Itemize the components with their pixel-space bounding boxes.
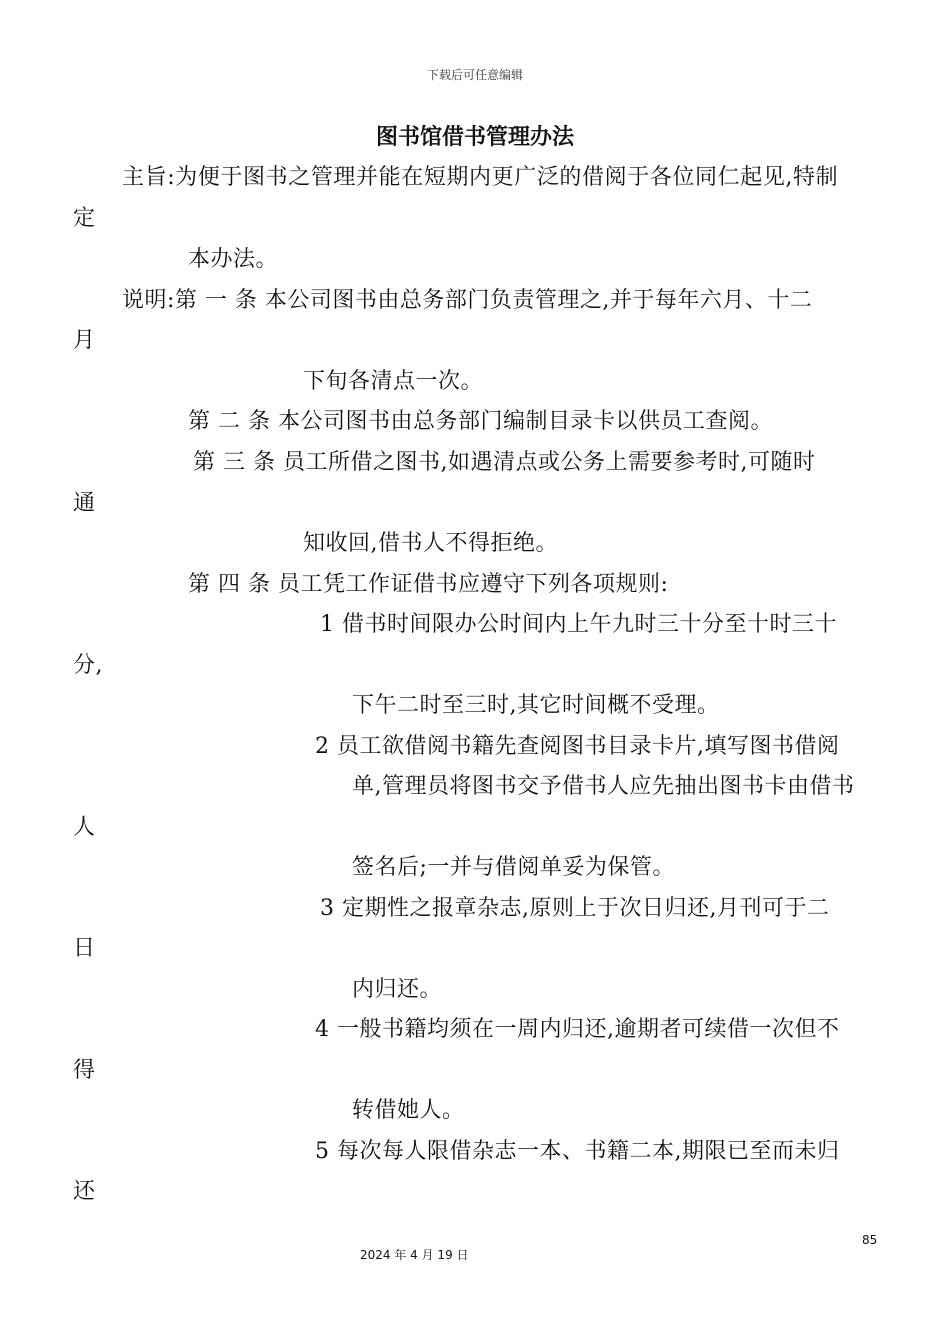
body-line: 转借她人。: [352, 1098, 465, 1123]
body-line: 说明:第 一 条 本公司图书由总务部门负责管理之,并于每年六月、十二: [122, 288, 813, 313]
body-line: 5 每次每人限借杂志一本、书籍二本,期限已至而未归: [315, 1139, 840, 1164]
body-line: 2 员工欲借阅书籍先查阅图书目录卡片,填写图书借阅: [315, 734, 840, 759]
body-line: 第 二 条 本公司图书由总务部门编制目录卡以供员工查阅。: [188, 409, 773, 434]
body-line: 下午二时至三时,其它时间概不受理。: [352, 693, 720, 718]
footer-date: 2024 年 4 月 19 日: [360, 1248, 469, 1262]
body-line: 内归还。: [352, 977, 443, 1002]
body-line: 日: [73, 936, 96, 961]
body-line: 月: [73, 328, 96, 353]
body-line: 通: [73, 491, 96, 516]
body-line: 单,管理员将图书交予借书人应先抽出图书卡由借书: [352, 774, 855, 799]
body-line: 1 借书时间限办公时间内上午九时三十分至十时三十: [320, 612, 837, 637]
body-line: 知收回,借书人不得拒绝。: [303, 531, 558, 556]
body-line: 第 三 条 员工所借之图书,如遇清点或公务上需要参考时,可随时: [193, 450, 816, 475]
body-line: 第 四 条 员工凭工作证借书应遵守下列各项规则:: [188, 572, 669, 597]
body-line: 本办法。: [188, 247, 279, 272]
body-line: 4 一般书籍均须在一周内归还,逾期者可续借一次但不: [315, 1017, 840, 1042]
document-title: 图书馆借书管理办法: [375, 125, 574, 150]
header-note: 下载后可任意编辑: [426, 68, 523, 82]
body-line: 签名后;一并与借阅单妥为保管。: [352, 855, 675, 880]
body-line: 主旨:为便于图书之管理并能在短期内更广泛的借阅于各位同仁起见,特制: [122, 165, 839, 190]
body-line: 得: [73, 1058, 96, 1083]
body-line: 分,: [73, 653, 103, 678]
body-line: 还: [73, 1179, 96, 1204]
page-number: 85: [862, 1233, 878, 1247]
body-line: 定: [73, 206, 96, 231]
body-line: 人: [73, 815, 96, 840]
body-line: 下旬各清点一次。: [303, 369, 484, 394]
body-line: 3 定期性之报章杂志,原则上于次日归还,月刊可于二: [320, 896, 830, 921]
